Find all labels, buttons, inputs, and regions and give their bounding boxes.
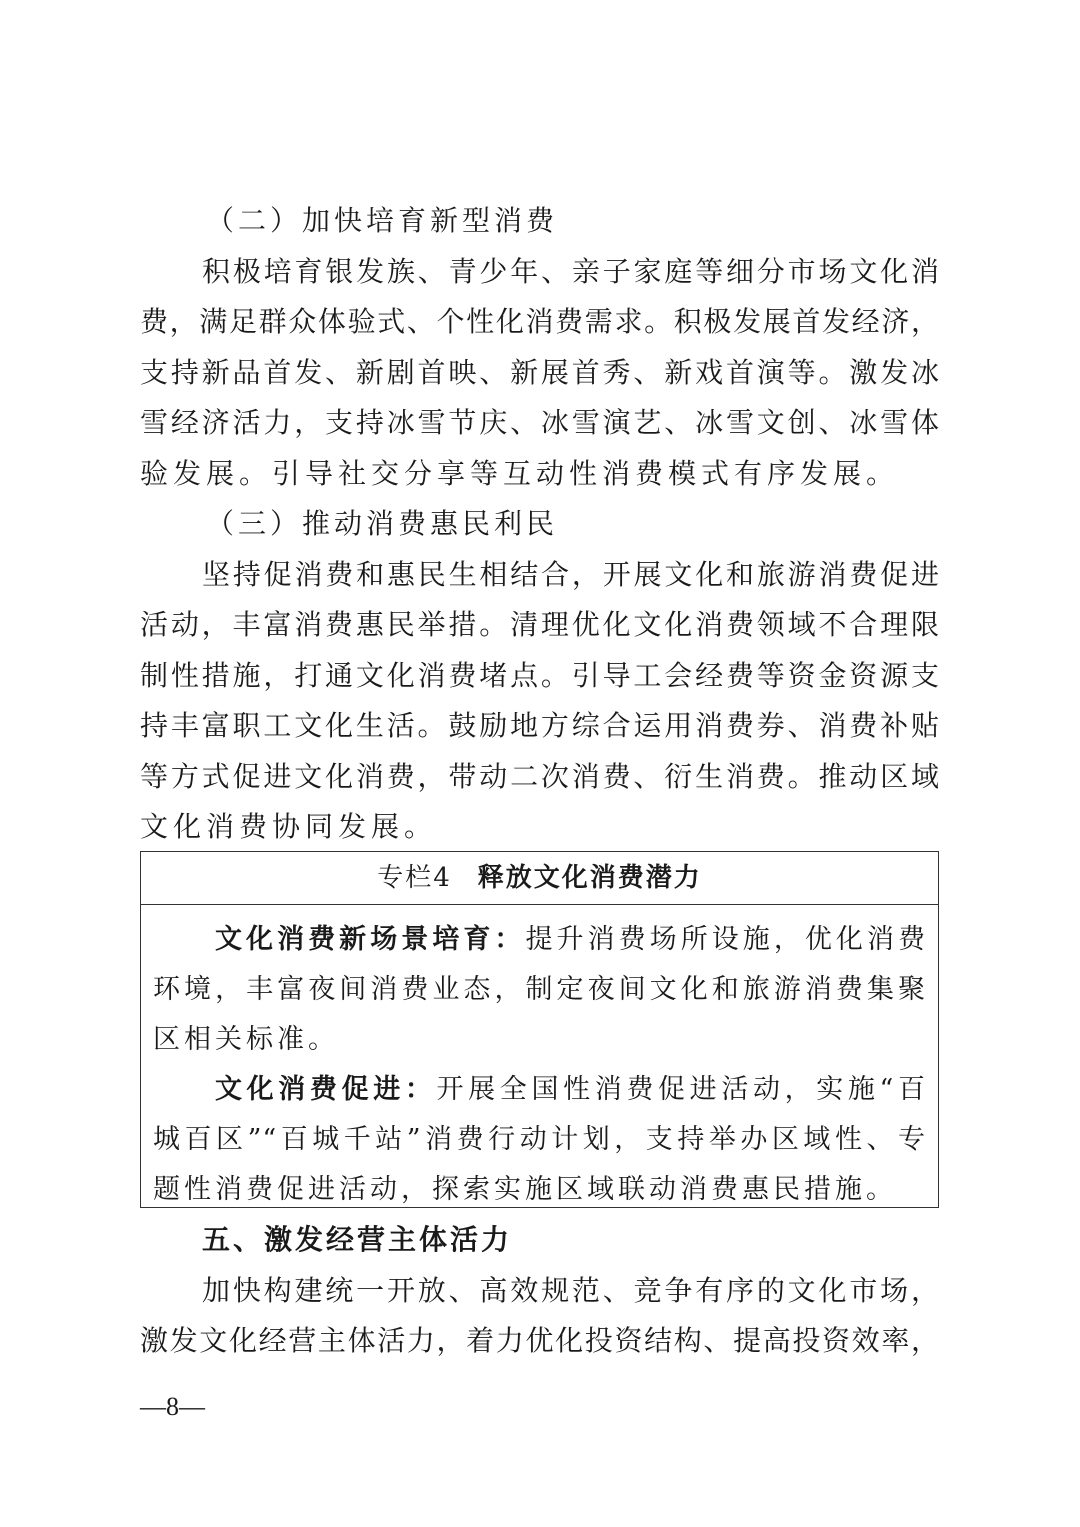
- paragraph-line: 制性措施，打通文化消费堵点。引导工会经费等资金资源支: [140, 658, 940, 692]
- column-box-title: [141, 852, 938, 905]
- paragraph-line: 活动，丰富消费惠民举措。清理优化文化消费领域不合理限: [140, 608, 940, 641]
- paragraph-line: 支持新品首发、新剧首映、新展首秀、新戏首演等。激发冰: [140, 355, 940, 389]
- column-item-lead: 文化消费新场景培育：: [215, 924, 526, 955]
- paragraph-line: 积极培育银发族、青少年、亲子家庭等细分市场文化消: [202, 254, 940, 288]
- section-two-heading: （二）加快培育新型消费: [206, 204, 559, 237]
- column-item-text: 提升消费场所设施，优化消费: [525, 924, 927, 955]
- paragraph-line: 坚持促消费和惠民生相结合，开展文化和旅游消费促进: [202, 557, 940, 591]
- body-text-lower: [140, 1215, 940, 1367]
- column-item-line: 题性消费促进活动，探索实施区域联动消费惠民措施。: [153, 1174, 897, 1205]
- paragraph-line: 激发文化经营主体活力，着力优化投资结构、提高投资效率，: [140, 1324, 940, 1357]
- paragraph-line: 文化消费协同发展。: [140, 810, 438, 843]
- column-box-title-text: 释放文化消费潜力: [477, 863, 702, 893]
- section-five-heading: 五、激发经营主体活力: [202, 1223, 513, 1256]
- column-item-line: [153, 915, 926, 965]
- section-three-heading: （三）推动消费惠民利民: [206, 507, 559, 540]
- column-box-body: [141, 905, 938, 1215]
- column-box: [140, 851, 939, 1208]
- paragraph-line: 加快构建统一开放、高效规范、竞争有序的文化市场，: [202, 1273, 940, 1307]
- column-box-label: 专栏4: [377, 863, 452, 893]
- paragraph-line: 验发展。引导社交分享等互动性消费模式有序发展。: [140, 456, 900, 490]
- column-item-line: 城百区”“百城千站”消费行动计划，支持举办区域性、专: [153, 1124, 926, 1155]
- column-item-line: 环境，丰富夜间消费业态，制定夜间文化和旅游消费集聚: [153, 974, 926, 1005]
- column-item-lead: 文化消费促进：: [215, 1074, 437, 1105]
- paragraph-line: 等方式促进文化消费，带动二次消费、衍生消费。推动区域: [140, 759, 940, 793]
- body-text-upper: [140, 196, 940, 853]
- paragraph-line: 持丰富职工文化生活。鼓励地方综合运用消费券、消费补贴: [140, 709, 940, 742]
- paragraph-line: 费，满足群众体验式、个性化消费需求。积极发展首发经济，: [140, 305, 940, 338]
- column-item-text: 开展全国性消费促进活动，实施“百: [436, 1074, 926, 1105]
- column-item-line: 区相关标准。: [153, 1024, 339, 1055]
- column-item-line: [153, 1065, 926, 1115]
- page-number: —8—: [140, 1392, 205, 1421]
- paragraph-line: 雪经济活力，支持冰雪节庆、冰雪演艺、冰雪文创、冰雪体: [140, 406, 940, 439]
